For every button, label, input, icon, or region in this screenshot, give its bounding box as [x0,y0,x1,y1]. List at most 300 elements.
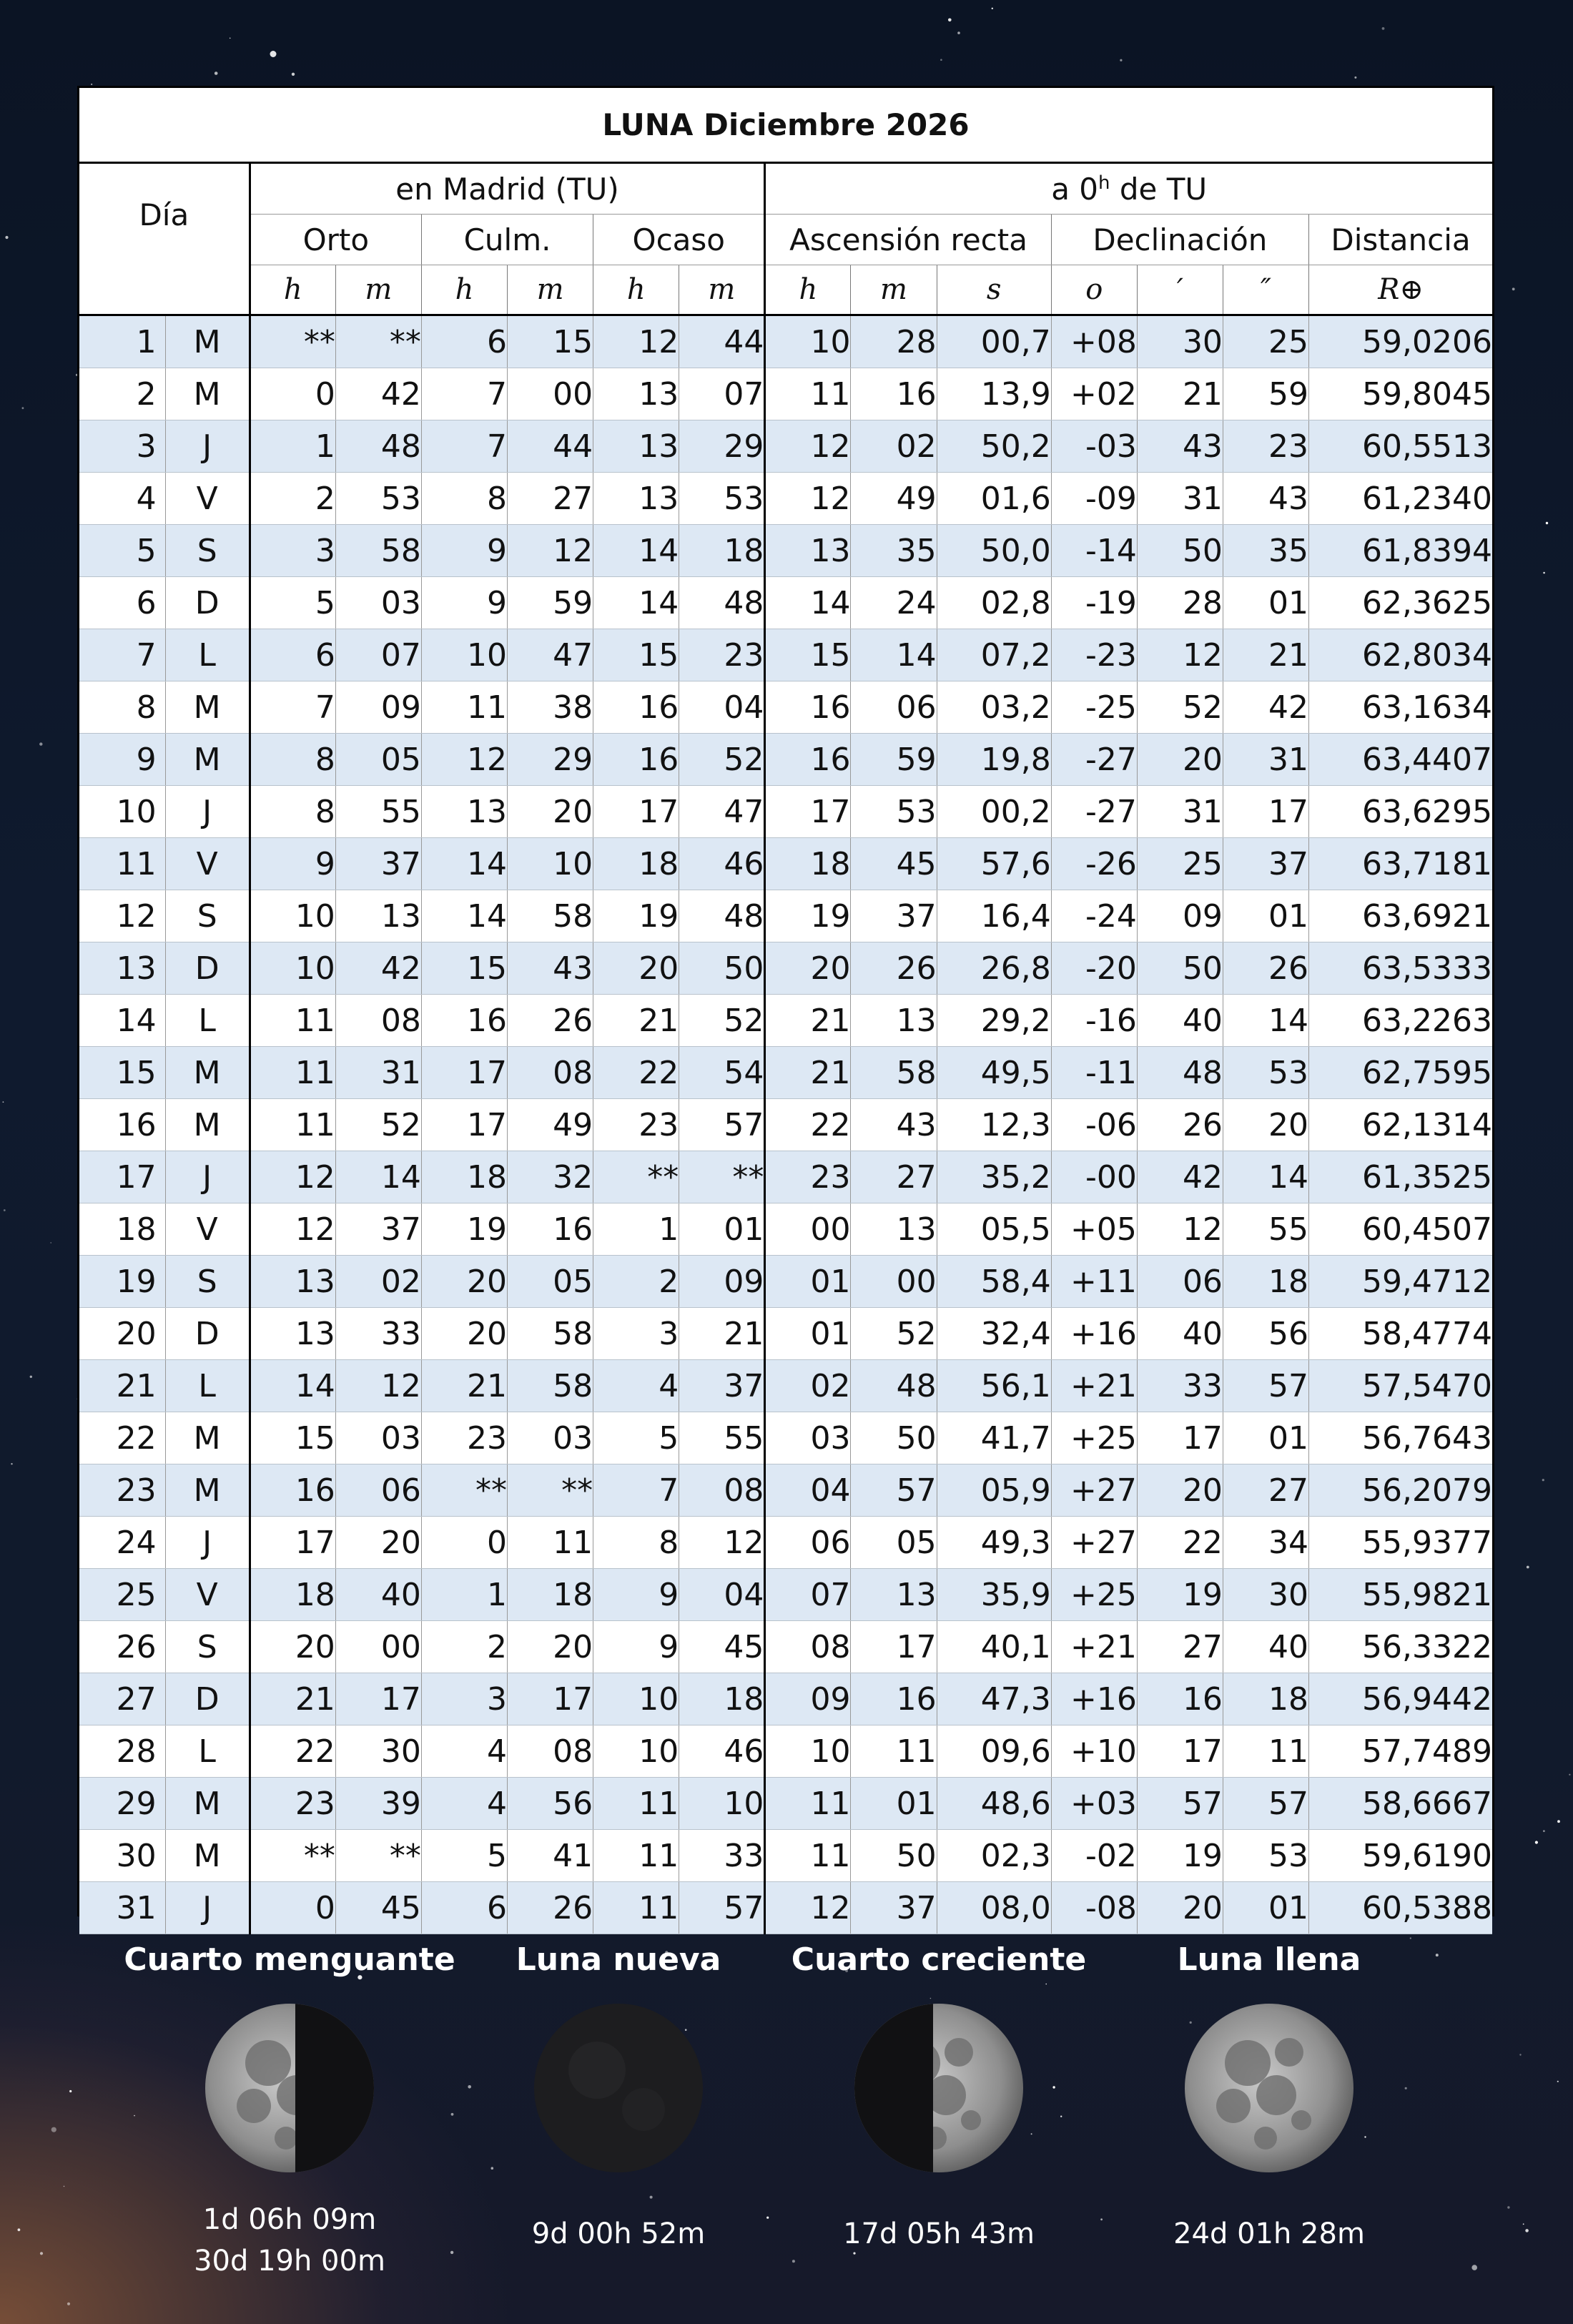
table-cell: -00 [1051,1151,1137,1203]
table-cell: L [165,629,250,681]
table-row [79,1151,1492,1203]
table-cell: 13 [593,368,679,420]
table-row [79,577,1492,629]
table-cell: 7 [421,368,507,420]
header-ocaso: Ocaso [593,215,765,265]
header-tu-sup: h [1098,172,1110,194]
table-cell: S [165,525,250,577]
table-cell: 12 [250,1203,335,1256]
table-cell: 16 [508,1203,593,1256]
table-cell: 1 [593,1203,679,1256]
unit-h: h [593,265,679,315]
table-cell: 3 [421,1673,507,1725]
table-cell: 19 [1137,1569,1223,1621]
table-cell: +27 [1051,1464,1137,1517]
phase-time [753,2213,1125,2255]
table-cell: 20 [335,1517,421,1569]
table-cell: 15 [79,1047,165,1099]
table-cell: 13 [851,1569,937,1621]
table-cell: 62,7595 [1309,1047,1492,1099]
table-cell: 29 [79,1778,165,1830]
table-cell: 40,1 [937,1621,1051,1673]
table-cell: M [165,368,250,420]
table-cell: 16 [1137,1673,1223,1725]
full-moon-moon-icon [1176,1995,1362,2181]
table-cell: ** [679,1151,765,1203]
table-cell: 11 [765,368,851,420]
table-cell: 58,6667 [1309,1778,1492,1830]
table-cell: 26,8 [937,942,1051,995]
table-cell: S [165,1256,250,1308]
table-cell: -08 [1051,1882,1137,1934]
table-cell: 00 [335,1621,421,1673]
table-cell: 11 [593,1778,679,1830]
table-cell: 08 [679,1464,765,1517]
phase-time [433,2213,804,2255]
table-cell: 37 [851,890,937,942]
table-cell: 27 [851,1151,937,1203]
table-cell: 18 [508,1569,593,1621]
header-tu-prefix: a 0 [1051,171,1099,207]
table-cell: 16 [79,1099,165,1151]
table-cell: 20 [508,1621,593,1673]
table-cell: 7 [250,681,335,734]
table-row [79,1464,1492,1517]
table-cell: 02 [851,420,937,473]
unit-h: h [250,265,335,315]
table-cell: 11 [593,1830,679,1882]
table-cell: 27 [1223,1464,1308,1517]
table-cell: 33 [335,1308,421,1360]
table-row [79,1569,1492,1621]
table-cell: 04 [679,1569,765,1621]
table-cell: 23 [79,1464,165,1517]
table-cell: 11 [250,1099,335,1151]
table-cell: 24 [79,1517,165,1569]
table-cell: +02 [1051,368,1137,420]
table-cell: 20 [1137,1464,1223,1517]
table-cell: 3 [250,525,335,577]
table-cell: 11 [79,838,165,890]
table-cell: 23 [679,629,765,681]
table-row [79,1517,1492,1569]
table-cell: 09,6 [937,1725,1051,1778]
table-cell: 57,6 [937,838,1051,890]
table-cell: 07,2 [937,629,1051,681]
table-cell: 57 [1223,1360,1308,1412]
unit-s: s [937,265,1051,315]
table-cell: M [165,1047,250,1099]
table-row [79,890,1492,942]
table-cell: 08 [508,1725,593,1778]
table-cell: 17 [1137,1412,1223,1464]
table-cell: 42 [335,942,421,995]
table-cell: 19 [79,1256,165,1308]
table-cell: 48,6 [937,1778,1051,1830]
table-cell: 31 [79,1882,165,1934]
table-cell: 61,8394 [1309,525,1492,577]
header-distancia: Distancia [1309,215,1492,265]
table-cell: 3 [593,1308,679,1360]
table-cell: -23 [1051,629,1137,681]
table-cell: 12 [250,1151,335,1203]
table-cell: 20 [421,1256,507,1308]
table-cell: 14 [593,577,679,629]
table-cell: 49 [851,473,937,525]
table-row [79,629,1492,681]
table-cell: 15 [765,629,851,681]
phase-time [104,2199,475,2282]
table-cell: 8 [79,681,165,734]
table-cell: 01 [765,1308,851,1360]
table-cell: -06 [1051,1099,1137,1151]
table-cell: 1 [421,1569,507,1621]
table-cell: 16 [593,681,679,734]
table-cell: 10 [250,942,335,995]
table-cell: 05,9 [937,1464,1051,1517]
table-cell: 17 [851,1621,937,1673]
table-cell: 15 [508,315,593,368]
table-cell: 49,5 [937,1047,1051,1099]
table-cell: 17 [335,1673,421,1725]
unit-arcmin: ′ [1137,265,1223,315]
table-cell: 12 [765,473,851,525]
table-cell: 18 [1223,1673,1308,1725]
phase-time-line: 30d 19h 00m [194,2245,385,2278]
table-cell: 14 [765,577,851,629]
table-cell: +08 [1051,315,1137,368]
table-cell: 16 [593,734,679,786]
table-cell: 53 [1223,1830,1308,1882]
table-cell: V [165,473,250,525]
table-cell: 52 [1137,681,1223,734]
table-cell: 30 [79,1830,165,1882]
table-cell: 02 [335,1256,421,1308]
table-cell: 06 [335,1464,421,1517]
table-cell: -09 [1051,473,1137,525]
table-cell: S [165,890,250,942]
table-cell: +27 [1051,1517,1137,1569]
table-cell: 9 [79,734,165,786]
table-cell: 22 [593,1047,679,1099]
table-cell: 9 [593,1621,679,1673]
table-cell: -24 [1051,890,1137,942]
header-tu-suffix: de TU [1110,171,1208,207]
table-cell: 10 [593,1725,679,1778]
table-cell: 63,1634 [1309,681,1492,734]
table-cell: 63,2263 [1309,995,1492,1047]
table-row [79,1047,1492,1099]
header-dia [79,163,250,315]
table-cell: J [165,1882,250,1934]
table-cell: 59,8045 [1309,368,1492,420]
table-cell: 42 [335,368,421,420]
table-cell: 57 [1223,1778,1308,1830]
table-cell: 56,9442 [1309,1673,1492,1725]
table-cell: 58 [335,525,421,577]
table-cell: 13 [335,890,421,942]
table-cell: J [165,420,250,473]
table-cell: 03,2 [937,681,1051,734]
table-row [79,473,1492,525]
table-cell: 56,1 [937,1360,1051,1412]
table-cell: 20 [1223,1099,1308,1151]
table-cell: 5 [421,1830,507,1882]
table-cell: 31 [1137,786,1223,838]
table-cell: 26 [1137,1099,1223,1151]
table-cell: 59,6190 [1309,1830,1492,1882]
table-cell: 59 [1223,368,1308,420]
table-cell: 35 [1223,525,1308,577]
unit-earth-radius: R⊕ [1309,265,1492,315]
table-cell: 17 [250,1517,335,1569]
table-row [79,1203,1492,1256]
table-cell: 43 [1137,420,1223,473]
table-cell: 47,3 [937,1673,1051,1725]
table-cell: 30 [335,1725,421,1778]
table-cell: 6 [421,1882,507,1934]
table-cell: 07 [679,368,765,420]
table-cell: 20 [1137,1882,1223,1934]
table-cell: 13 [79,942,165,995]
table-cell: -11 [1051,1047,1137,1099]
table-cell: 8 [250,786,335,838]
table-cell: +03 [1051,1778,1137,1830]
table-cell: 20 [593,942,679,995]
table-cell: 14 [851,629,937,681]
table-cell: 00 [765,1203,851,1256]
table-cell: -14 [1051,525,1137,577]
table-cell: 32,4 [937,1308,1051,1360]
table-cell: 18 [1223,1256,1308,1308]
table-cell: 52 [335,1099,421,1151]
phase-time-line: 24d 01h 28m [1173,2217,1365,2250]
table-cell: 05 [851,1517,937,1569]
phase-time [1083,2213,1455,2255]
table-cell: 0 [250,1882,335,1934]
table-cell: 29 [508,734,593,786]
table-cell: ** [335,315,421,368]
table-cell: 27 [508,473,593,525]
table-cell: 08 [765,1621,851,1673]
table-cell: 58 [508,890,593,942]
table-cell: 10 [593,1673,679,1725]
table-cell: 35,9 [937,1569,1051,1621]
table-cell: ** [593,1151,679,1203]
table-cell: 3 [79,420,165,473]
table-cell: 8 [421,473,507,525]
table-cell: 03 [508,1412,593,1464]
table-cell: 59,0206 [1309,315,1492,368]
table-cell: 48 [679,577,765,629]
table-cell: M [165,1099,250,1151]
table-cell: 01 [1223,1412,1308,1464]
table-cell: 50 [1137,525,1223,577]
table-cell: 4 [593,1360,679,1412]
table-cell: 5 [250,577,335,629]
table-cell: 50,0 [937,525,1051,577]
table-cell: 20 [508,786,593,838]
table-cell: 01 [765,1256,851,1308]
table-cell: 9 [250,838,335,890]
phase-label: Cuarto menguante [124,1941,455,1978]
table-cell: 02 [765,1360,851,1412]
table-cell: 40 [1137,1308,1223,1360]
table-cell: 23 [421,1412,507,1464]
table-cell: 58,4 [937,1256,1051,1308]
table-cell: -02 [1051,1830,1137,1882]
table-cell: 01 [851,1778,937,1830]
table-cell: 10 [250,890,335,942]
table-cell: 60,5388 [1309,1882,1492,1934]
table-cell: 25 [79,1569,165,1621]
table-row [79,1725,1492,1778]
table-cell: 11 [508,1517,593,1569]
table-cell: 14 [593,525,679,577]
table-row [79,420,1492,473]
table-cell: 11 [765,1778,851,1830]
table-cell: 37 [851,1882,937,1934]
table-cell: 09 [1137,890,1223,942]
table-cell: 6 [79,577,165,629]
table-cell: 20 [421,1308,507,1360]
table-cell: 42 [1223,681,1308,734]
table-cell: 03 [765,1412,851,1464]
table-cell: 53 [679,473,765,525]
table-cell: 53 [851,786,937,838]
table-cell: 13 [765,525,851,577]
table-cell: 17 [508,1673,593,1725]
table-cell: 04 [679,681,765,734]
table-cell: 61,2340 [1309,473,1492,525]
table-cell: 11 [421,681,507,734]
table-cell: 43 [851,1099,937,1151]
table-cell: 07 [335,629,421,681]
table-cell: 58 [508,1308,593,1360]
table-cell: 0 [421,1517,507,1569]
table-row [79,942,1492,995]
table-row [79,1830,1492,1882]
table-row [79,786,1492,838]
table-cell: ** [335,1830,421,1882]
table-cell: 02,3 [937,1830,1051,1882]
table-cell: 0 [250,368,335,420]
table-cell: 63,5333 [1309,942,1492,995]
phase-label: Luna nueva [516,1941,721,1978]
table-cell: 35,2 [937,1151,1051,1203]
table-cell: 25 [1137,838,1223,890]
table-cell: 11 [1223,1725,1308,1778]
table-cell: 61,3525 [1309,1151,1492,1203]
table-cell: 12 [593,315,679,368]
table-cell: +21 [1051,1360,1137,1412]
table-cell: 22 [1137,1517,1223,1569]
table-cell: ** [508,1464,593,1517]
table-cell: 53 [335,473,421,525]
table-cell: 14 [421,890,507,942]
table-row [79,1778,1492,1830]
table-cell: 58 [508,1360,593,1412]
table-row [79,734,1492,786]
table-cell: 01 [679,1203,765,1256]
table-cell: 19 [593,890,679,942]
table-row [79,1360,1492,1412]
last-quarter-moon-icon [197,1995,383,2181]
table-cell: 13,9 [937,368,1051,420]
table-cell: 63,7181 [1309,838,1492,890]
table-cell: 57 [1137,1778,1223,1830]
table-row [79,1412,1492,1464]
table-cell: 17 [421,1099,507,1151]
table-cell: 48 [851,1360,937,1412]
table-cell: 6 [421,315,507,368]
table-cell: 55,9377 [1309,1517,1492,1569]
table-cell: 29,2 [937,995,1051,1047]
phase-time-line: 9d 00h 52m [531,2217,706,2250]
table-cell: 14 [1223,1151,1308,1203]
table-row [79,995,1492,1047]
table-cell: 00 [851,1256,937,1308]
table-cell: 57 [851,1464,937,1517]
table-cell: 22 [250,1725,335,1778]
table-cell: 12 [508,525,593,577]
table-cell: 12 [679,1517,765,1569]
table-cell: 03 [335,1412,421,1464]
table-cell: 44 [508,420,593,473]
unit-m: m [679,265,765,315]
table-cell: 12 [765,1882,851,1934]
table-cell: 30 [1223,1569,1308,1621]
table-cell: +11 [1051,1256,1137,1308]
table-cell: 13 [250,1308,335,1360]
table-cell: J [165,786,250,838]
table-cell: 19 [765,890,851,942]
table-cell: 08 [335,995,421,1047]
table-cell: D [165,577,250,629]
table-cell: 19 [1137,1830,1223,1882]
table-row [79,1099,1492,1151]
table-cell: 19 [421,1203,507,1256]
table-cell: +21 [1051,1621,1137,1673]
table-cell: 8 [593,1517,679,1569]
table-cell: +10 [1051,1725,1137,1778]
table-cell: 40 [1223,1621,1308,1673]
table-cell: 58,4774 [1309,1308,1492,1360]
table-cell: M [165,1412,250,1464]
table-cell: 12 [335,1360,421,1412]
table-cell: 10 [679,1778,765,1830]
table-cell: 8 [250,734,335,786]
table-cell: 21 [421,1360,507,1412]
table-cell: 01 [1223,577,1308,629]
table-cell: 18 [421,1151,507,1203]
table-cell: M [165,1778,250,1830]
table-cell: 16 [421,995,507,1047]
unit-m: m [508,265,593,315]
table-cell: 05,5 [937,1203,1051,1256]
table-cell: -27 [1051,734,1137,786]
table-cell: 40 [335,1569,421,1621]
table-row [79,315,1492,368]
table-cell: 26 [1223,942,1308,995]
table-cell: 57,7489 [1309,1725,1492,1778]
table-cell: 31 [1223,734,1308,786]
new-moon-moon-icon [526,1995,711,2181]
table-cell: 16 [851,1673,937,1725]
table-cell: 16,4 [937,890,1051,942]
first-quarter-moon-icon [846,1995,1032,2181]
table-cell: D [165,1673,250,1725]
